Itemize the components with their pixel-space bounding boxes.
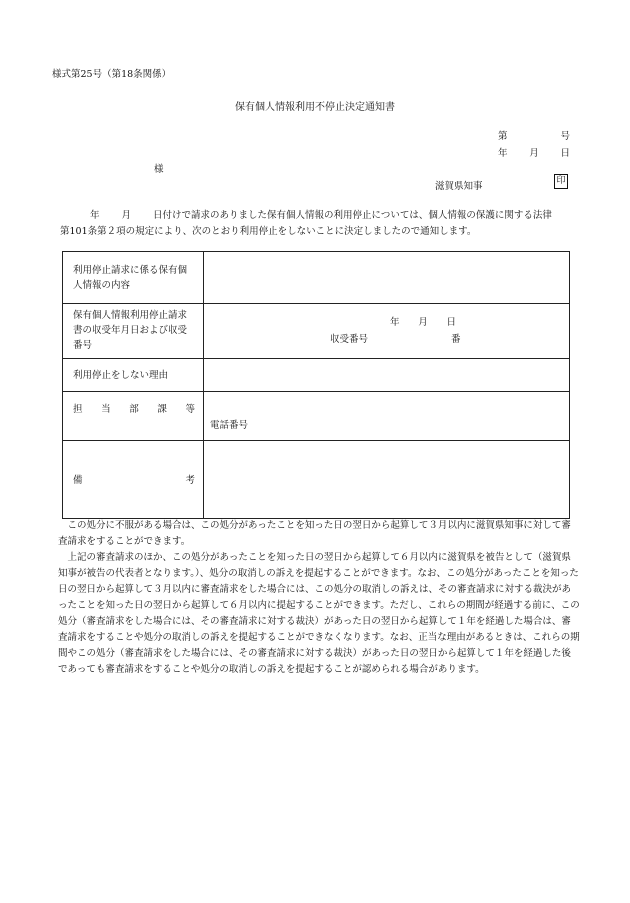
row-label-remarks: 備 考 <box>63 441 204 519</box>
issue-year: 年 <box>498 148 508 159</box>
appeal-notes <box>58 518 580 678</box>
receipt-month: 月 <box>418 317 428 328</box>
note-paragraph-2: 上記の審査請求のほか、この処分があったことを知った日の翌日から起算して６月以内に滋賀県を被告として（滋賀県知事が被告の代表者となります。）、処分の取消しの訴えを提起することができます。なお、この処分があったことを知った日の翌日から起算して３月以内に審査請求をした場合には、この処分の取消しの訴えは、その審査請求に対する裁決があったことを知った日の翌日から起算して６月以内に提起することができます。ただし、これらの期間が経過する前に、この処分（審査請求をした場合には、その審査請求に対する裁決）があった日の翌日から起算して１年を経過した場合は、審査請求をすることや処分の取消しの訴えを提起することができなくなります。なお、正当な理由があるときは、これらの期間やこの処分（審査請求をした場合には、その審査請求に対する裁決）があった日の翌日から起算して１年を経過した後であっても審査請求をすることや処分の取消しの訴えを提起することが認められる場合があります。 <box>58 552 580 675</box>
row-label-department: 担 当 部 課 等 <box>63 392 204 441</box>
receipt-number-suffix: 番 <box>451 334 461 345</box>
row-label-content: 利用停止請求に係る保有個人情報の内容 <box>63 252 204 304</box>
table-row <box>63 441 570 519</box>
number-suffix: 号 <box>560 131 570 142</box>
intro-paragraph <box>60 208 580 240</box>
document-title: 保有個人情報利用不停止決定通知書 <box>235 102 395 113</box>
issue-date-line <box>498 145 570 159</box>
intro-month: 月 <box>121 210 132 221</box>
row-label-reason: 利用停止をしない理由 <box>63 359 204 392</box>
note-paragraph-1: この処分に不服がある場合は、この処分があったことを知った日の翌日から起算して３月以内に滋賀県知事に対して審査請求をすることができます。 <box>58 520 571 547</box>
number-prefix: 第 <box>498 131 508 142</box>
document-number-line <box>498 128 570 142</box>
intro-text-1: 日付けで請求のありました保有個人情報の利用停止については、個人情報の保護に関する法律 <box>153 210 552 221</box>
intro-text-2: 第101条第２項の規定により、次のとおり利用停止をしないことに決定しましたので通知します。 <box>60 226 477 237</box>
row-value-receipt <box>204 304 570 359</box>
issue-day: 日 <box>560 148 570 159</box>
issue-month: 月 <box>529 148 539 159</box>
intro-year: 年 <box>90 210 100 221</box>
form-number: 様式第25号（第18条関係） <box>52 69 172 80</box>
table-row <box>63 359 570 392</box>
receipt-year: 年 <box>390 317 400 328</box>
row-value-content <box>204 252 570 304</box>
row-label-receipt: 保有個人情報利用停止請求書の収受年月日および収受番号 <box>63 304 204 359</box>
row-value-department <box>204 392 570 441</box>
table-row <box>63 304 570 359</box>
receipt-day: 日 <box>446 317 456 328</box>
receipt-number-label: 収受番号 <box>330 334 369 345</box>
seal-box: 印 <box>554 174 568 189</box>
row-value-remarks <box>204 441 570 519</box>
table-row <box>63 392 570 441</box>
phone-label: 電話番号 <box>210 420 249 431</box>
notice-table <box>62 251 570 519</box>
receipt-date <box>390 314 456 328</box>
table-row <box>63 252 570 304</box>
addressee-suffix: 様 <box>154 164 164 175</box>
issuer-name: 滋賀県知事 <box>435 181 483 192</box>
row-value-reason <box>204 359 570 392</box>
